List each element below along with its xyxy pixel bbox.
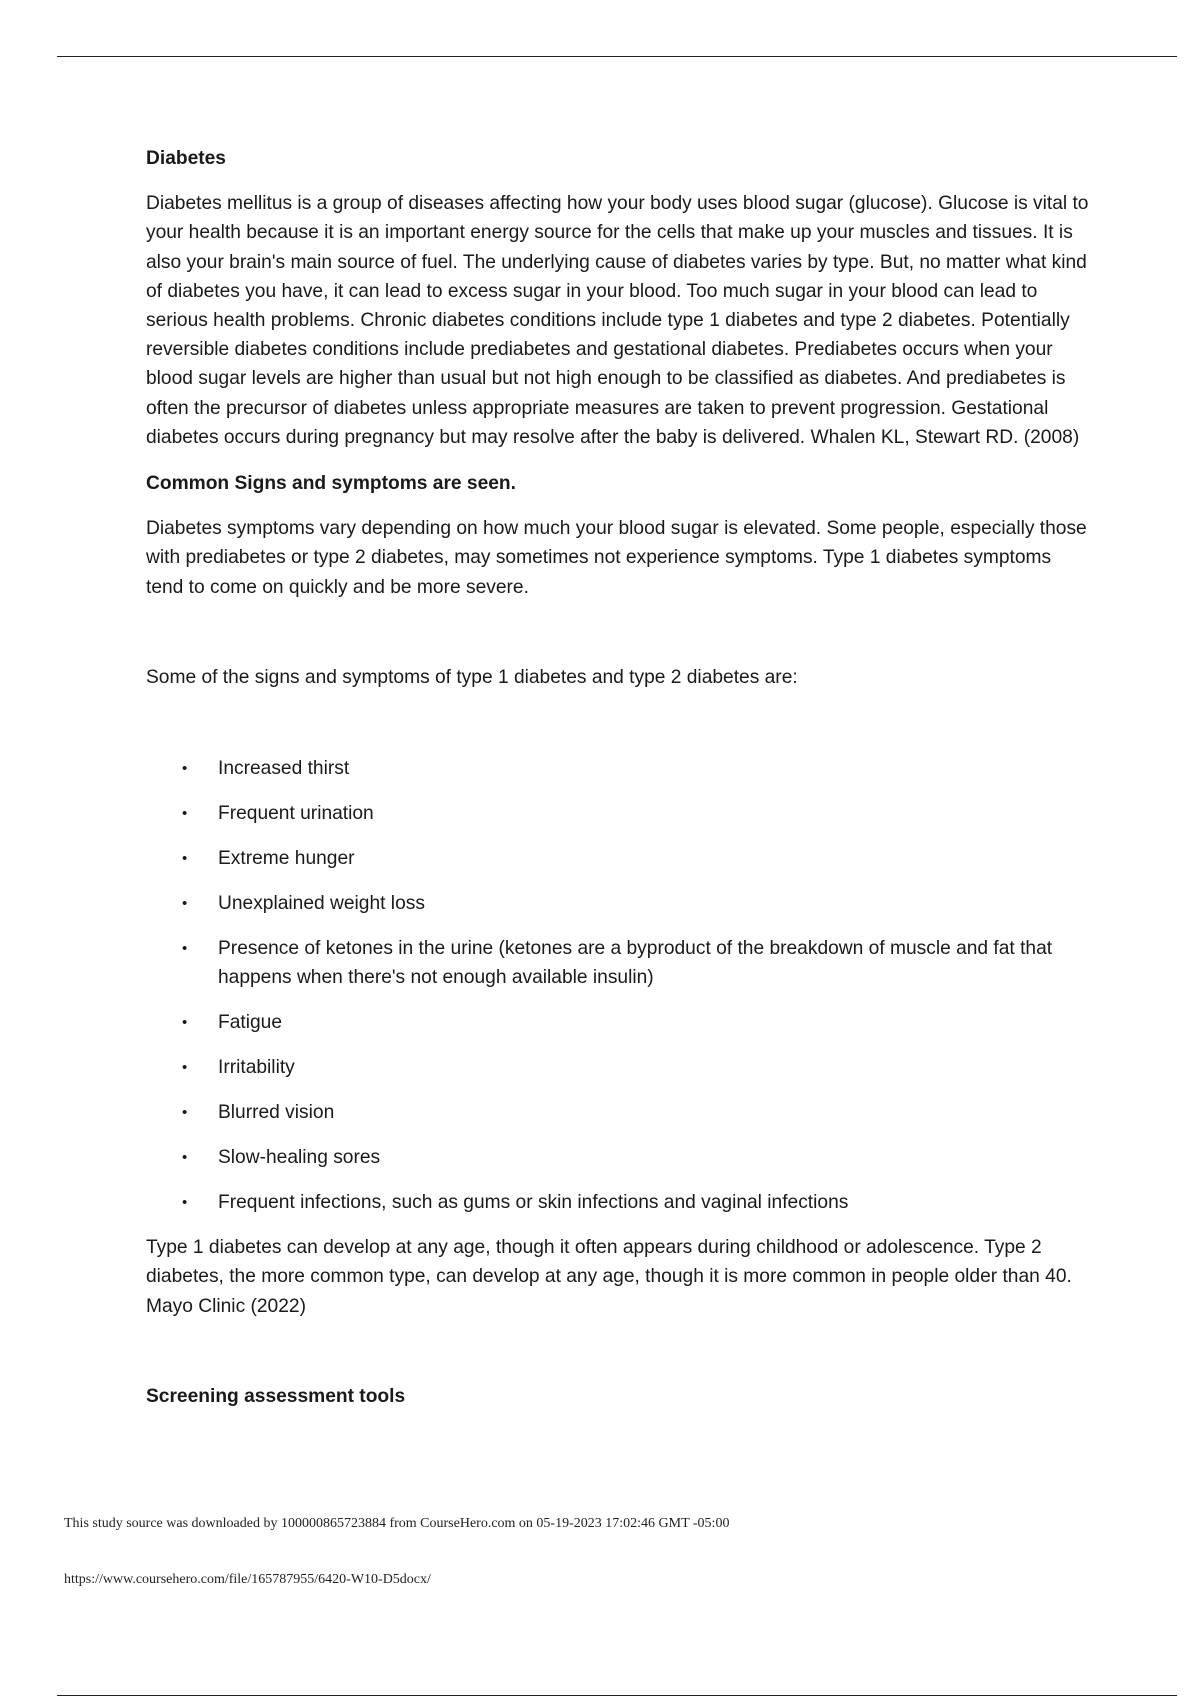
list-item	[146, 1098, 1092, 1127]
bullet-icon: •	[182, 1149, 188, 1167]
list-item-text: Presence of ketones in the urine (ketones are a byproduct of the breakdown of muscle and fat that happens when there's not enough available insulin)	[218, 938, 1053, 989]
list-item-text: Blurred vision	[218, 1102, 335, 1124]
list-item-text: Frequent urination	[218, 803, 374, 825]
list-item-text: Irritability	[218, 1057, 295, 1079]
age-paragraph: Type 1 diabetes can develop at any age, though it often appears during childhood or adolescence. Type 2 diabetes, the more common type, can develop at any age, though it is more common in people older than 40. Mayo Clinic (2022)	[146, 1237, 1072, 1317]
list-item-text: Frequent infections, such as gums or skin infections and vaginal infections	[218, 1192, 849, 1214]
list-item	[146, 1143, 1092, 1172]
top-rule	[57, 56, 1177, 57]
download-notice: This study source was downloaded by 100000865723884 from CourseHero.com on 05-19-2023 17:02:46 GMT -05:00	[64, 1516, 730, 1531]
bullet-icon: •	[182, 1104, 188, 1122]
bullet-icon: •	[182, 1194, 188, 1212]
list-item-text: Fatigue	[218, 1012, 282, 1034]
list-item	[146, 889, 1092, 918]
heading-diabetes: Diabetes	[146, 148, 226, 169]
list-item	[146, 1053, 1092, 1082]
list-item	[146, 844, 1092, 873]
bullet-icon: •	[182, 760, 188, 778]
list-item	[146, 799, 1092, 828]
document-body	[146, 144, 1092, 1411]
bullet-icon: •	[182, 895, 188, 913]
bullet-icon: •	[182, 1014, 188, 1032]
list-item	[146, 1008, 1092, 1037]
list-item	[146, 934, 1092, 992]
symptoms-paragraph: Diabetes symptoms vary depending on how much your blood sugar is elevated. Some people, especially those with prediabetes or type 2 diabetes, may sometimes not experience symptoms. Type 1 diabetes symptoms tend to come on quickly and be more severe.	[146, 518, 1087, 598]
bottom-rule	[57, 1695, 1177, 1696]
list-item-text: Increased thirst	[218, 758, 350, 780]
list-item-text: Extreme hunger	[218, 848, 355, 870]
bullet-icon: •	[182, 1059, 188, 1077]
bullet-icon: •	[182, 850, 188, 868]
symptoms-list-intro: Some of the signs and symptoms of type 1 diabetes and type 2 diabetes are:	[146, 666, 798, 688]
heading-screening-tools: Screening assessment tools	[146, 1385, 406, 1407]
list-item-text: Unexplained weight loss	[218, 893, 425, 915]
bullet-icon: •	[182, 940, 188, 958]
list-item	[146, 1188, 1092, 1217]
list-item	[146, 754, 1092, 783]
symptoms-list	[146, 754, 1092, 1217]
heading-common-signs: Common Signs and symptoms are seen.	[146, 473, 516, 495]
intro-paragraph: Diabetes mellitus is a group of diseases affecting how your body uses blood sugar (glucose). Glucose is vital to your health because it is an important energy source for the cells that make up your muscles and tissues. It is also your brain's main source of fuel. The underlying cause of diabetes varies by type. But, no matter what kind of diabetes you have, it can lead to excess sugar in your blood. Too much sugar in your blood can lead to serious health problems. Chronic diabetes conditions include type 1 diabetes and type 2 diabetes. Potentially reversible diabetes conditions include prediabetes and gestational diabetes. Prediabetes occurs when your blood sugar levels are higher than usual but not high enough to be classified as diabetes. And prediabetes is often the precursor of diabetes unless appropriate measures are taken to prevent progression. Gestational diabetes occurs during pregnancy but may resolve after the baby is delivered. Whalen KL, Stewart RD. (2008)	[146, 193, 1089, 448]
source-url: https://www.coursehero.com/file/165787955/6420-W10-D5docx/	[64, 1572, 431, 1587]
bullet-icon: •	[182, 805, 188, 823]
list-item-text: Slow-healing sores	[218, 1147, 381, 1169]
